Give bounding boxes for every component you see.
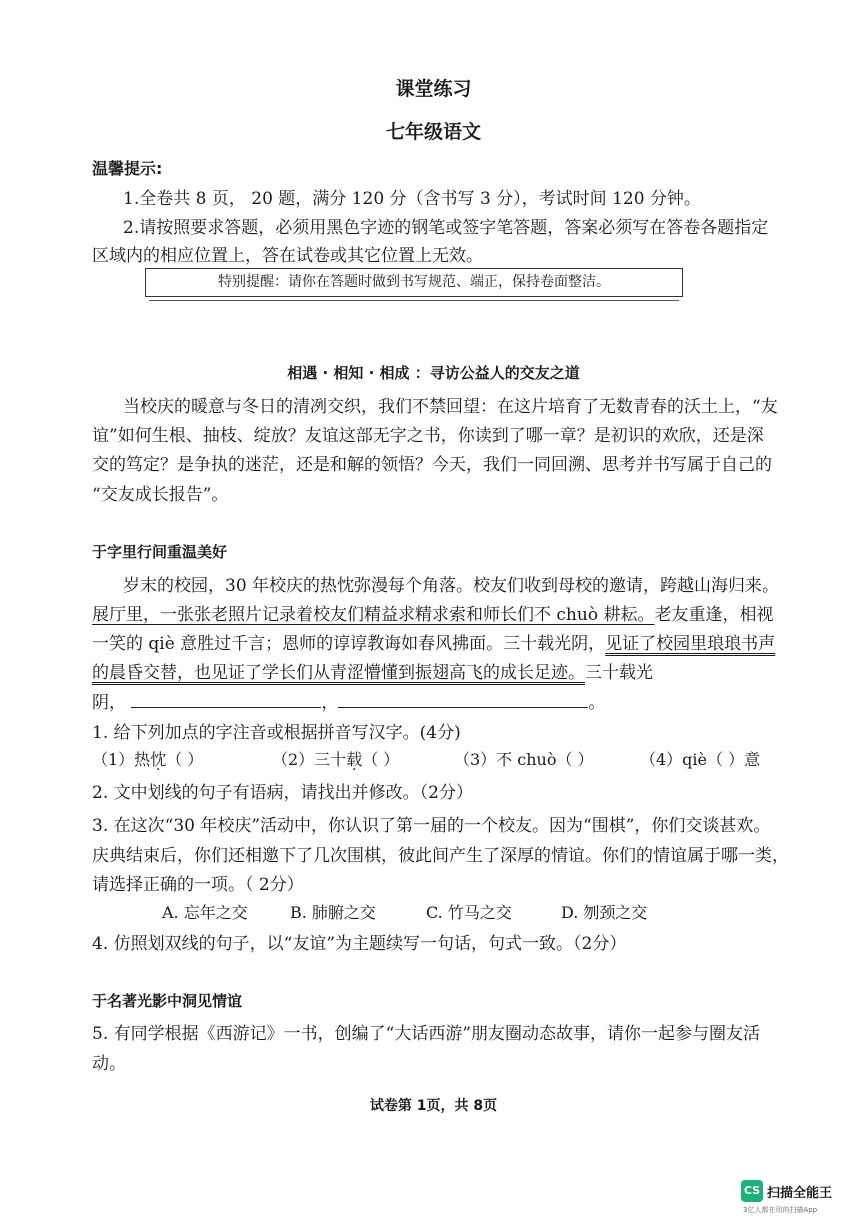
theme-intro-line-3: 交的笃定？是争执的迷茫，还是和解的领悟？今天，我们一同回溯、思考并书写属于自己的 xyxy=(92,455,772,475)
theme-intro-line-1: 当校庆的暖意与冬日的清冽交织，我们不禁回望：在这片培育了无数青春的沃土上，“友 xyxy=(123,397,778,417)
passage-line-4 xyxy=(92,658,653,683)
question-5-line-1: 5. 有同学根据《西游记》一书，创编了“大话西游”朋友圈动态故事，请你一起参与圈友活 xyxy=(92,1024,761,1044)
double-underlined-sentence-part-2: 的晨昏交替，也见证了学长们从青涩懵懂到振翅高飞的成长足迹。 xyxy=(92,663,585,683)
blank-end: 。 xyxy=(588,693,606,713)
passage-line-2 xyxy=(92,600,773,625)
option-2-blank[interactable]: （ ） xyxy=(362,750,400,769)
question-1-option-2 xyxy=(272,747,399,770)
scanner-logo-icon: CS xyxy=(741,1180,763,1202)
passage-line-4-tail: 三十载光 xyxy=(585,663,653,683)
special-notice-box: 特别提醒：请你在答题时做到书写规范、端正，保持卷面整洁。 xyxy=(145,268,683,297)
question-1: 1. 给下列加点的字注音或根据拼音写汉字。(4分) xyxy=(92,723,461,743)
question-3-line-3: 请选择正确的一项。（ 2分） xyxy=(92,875,304,895)
scanner-app-name: 扫描全能王 xyxy=(767,1186,833,1201)
scanner-tagline: 3亿人都在用的扫描App xyxy=(743,1206,818,1214)
passage-line-3 xyxy=(92,629,775,654)
question-3-line-1: 3. 在这次“30 年校庆”活动中，你认识了第一届的一个校友。因为“围棋”，你们交谈甚欢。 xyxy=(92,816,771,836)
question-4: 4. 仿照划双线的句子，以“友谊”为主题续写一句话，句式一致。（2分） xyxy=(92,934,627,954)
question-1-option-1 xyxy=(92,747,203,770)
passage-line-2-tail: 老友重逢，相视 xyxy=(654,605,774,625)
question-1-option-3[interactable]: （3）不 chuò（ ） xyxy=(454,750,594,769)
page-title: 课堂练习 xyxy=(395,78,472,100)
theme-title: 相遇 · 相知 · 相成 ：寻访公益人的交友之道 xyxy=(287,364,580,382)
question-3-line-2: 庆典结束后，你们还相邀下了几次围棋，彼此间产生了深厚的情谊。你们的情谊属于哪一类， xyxy=(92,846,789,866)
passage-line-1: 岁末的校园，30 年校庆的热忱弥漫每个角落。校友们收到母校的邀请，跨越山海归来。 xyxy=(123,576,780,596)
section-2-title: 于名著光影中洞见情谊 xyxy=(92,992,243,1010)
tips-item-1: 1.全卷共 8 页， 20 题，满分 120 分（含书写 3 分），考试时间 120 分钟。 xyxy=(123,189,701,209)
answer-blank-2[interactable] xyxy=(338,690,588,708)
section-1-title: 于字里行间重温美好 xyxy=(92,543,228,561)
answer-blank-1[interactable] xyxy=(131,690,321,708)
theme-intro-line-2: 谊”如何生根、抽枝、绽放？友谊这部无字之书，你读到了哪一章？是初识的欢欣，还是深 xyxy=(92,426,764,446)
question-3-choice-c[interactable]: C. 竹马之交 xyxy=(426,903,512,922)
question-3-choice-b[interactable]: B. 肺腑之交 xyxy=(290,903,376,922)
question-5-line-2: 动。 xyxy=(92,1054,126,1074)
underlined-sentence: 展厅里，一张张老照片记录着校友们精益求精求索和师长们不 chuò 耕耘。 xyxy=(92,605,655,625)
dotted-char-2: 载 xyxy=(346,750,363,769)
tips-item-2-line-2: 区域内的相应位置上，答在试卷或其它位置上无效。 xyxy=(92,246,483,266)
double-underlined-sentence-part-1: 见证了校园里琅琅书声 xyxy=(605,634,776,654)
passage-line-5 xyxy=(92,688,605,713)
dotted-char-1: 忱 xyxy=(150,750,167,769)
theme-intro-line-4: “交友成长报告”。 xyxy=(92,485,229,505)
passage-line-5-head: 阴， xyxy=(92,693,126,713)
passage-line-3-head: 一笑的 qiè 意胜过千言；恩师的谆谆教诲如春风拂面。三十载光阴， xyxy=(92,634,606,654)
question-1-option-4[interactable]: （4）qiè（ ）意 xyxy=(640,750,761,769)
option-1-prefix: （1）热 xyxy=(92,750,151,769)
option-1-blank[interactable]: （ ） xyxy=(166,750,204,769)
blank-separator: ， xyxy=(321,693,339,713)
option-2-prefix: （2）三十 xyxy=(272,750,347,769)
page-footer: 试卷第 1页，共 8页 xyxy=(369,1098,498,1114)
scanner-watermark xyxy=(741,1180,849,1216)
question-3-choice-d[interactable]: D. 刎颈之交 xyxy=(561,903,648,922)
page-subtitle: 七年级语文 xyxy=(385,121,481,143)
question-3-choice-a[interactable]: A. 忘年之交 xyxy=(162,903,248,922)
tips-heading: 温馨提示: xyxy=(92,159,163,178)
tips-item-2-line-1: 2.请按照要求答题，必须用黑色字迹的钢笔或签字笔答题，答案必须写在答卷各题指定 xyxy=(123,218,769,238)
question-2: 2. 文中划线的句子有语病，请找出并修改。（2分） xyxy=(92,783,473,803)
